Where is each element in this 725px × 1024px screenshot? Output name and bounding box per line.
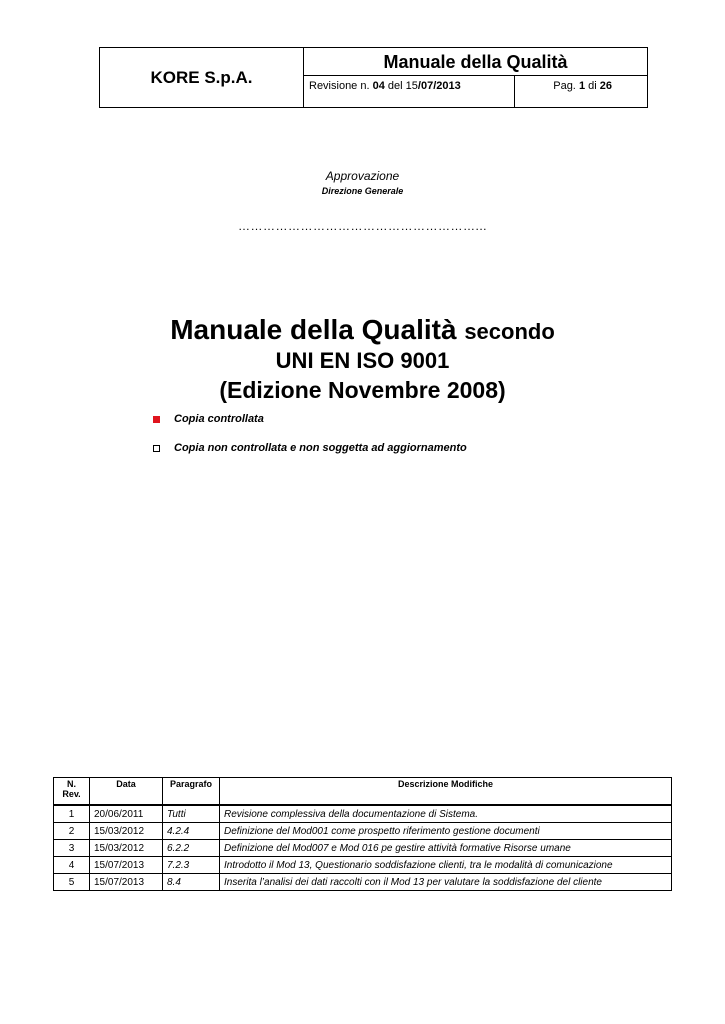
revision-number: 04 xyxy=(372,80,385,92)
empty-square-icon xyxy=(153,445,160,452)
table-row xyxy=(54,874,672,891)
cell-n: 4 xyxy=(54,857,90,874)
revision-date-suffix: /07/2013 xyxy=(417,80,461,92)
table-header-row xyxy=(54,778,672,806)
revision-prefix: Revisione n. xyxy=(309,80,370,92)
checked-square-icon xyxy=(153,416,160,423)
page-current: 1 xyxy=(578,80,586,92)
revision-info xyxy=(304,76,515,107)
header-data: Data xyxy=(90,778,163,806)
table-row xyxy=(54,823,672,840)
table-row xyxy=(54,857,672,874)
main-title-text: Manuale della Qualità xyxy=(170,314,457,345)
cell-descrizione: Inserita l’analisi dei dati raccolti con il Mod 13 per valutare la soddisfazione del cliente xyxy=(220,874,672,891)
cell-paragrafo: Tutti xyxy=(163,805,220,823)
document-header xyxy=(99,47,648,108)
cell-n: 5 xyxy=(54,874,90,891)
revision-table xyxy=(53,777,672,891)
signature-line: …………………………………………………... xyxy=(237,219,487,233)
main-title-secondo: secondo xyxy=(464,319,555,344)
cell-n: 3 xyxy=(54,840,90,857)
cell-n: 2 xyxy=(54,823,90,840)
page-total: 26 xyxy=(599,80,612,92)
revision-date-prefix: del 15 xyxy=(387,80,418,92)
option-controlled[interactable] xyxy=(153,413,264,425)
cell-n: 1 xyxy=(54,805,90,823)
page-sep: di xyxy=(588,80,597,92)
table-row xyxy=(54,805,672,823)
manual-title: Manuale della Qualità xyxy=(304,48,647,76)
cell-data: 15/07/2013 xyxy=(90,874,163,891)
cell-descrizione: Introdotto il Mod 13, Questionario soddisfazione clienti, tra le modalità di comunicazione xyxy=(220,857,672,874)
cell-paragrafo: 7.2.3 xyxy=(163,857,220,874)
option-controlled-label: Copia controllata xyxy=(174,413,264,425)
table-row xyxy=(54,840,672,857)
cell-paragrafo: 6.2.2 xyxy=(163,840,220,857)
cell-paragrafo: 4.2.4 xyxy=(163,823,220,840)
option-uncontrolled[interactable] xyxy=(153,442,467,454)
header-paragrafo: Paragrafo xyxy=(163,778,220,806)
cell-data: 15/03/2012 xyxy=(90,840,163,857)
header-descrizione: Descrizione Modifiche xyxy=(220,778,672,806)
option-uncontrolled-label: Copia non controllata e non soggetta ad aggiornamento xyxy=(174,442,467,454)
company-name: KORE S.p.A. xyxy=(100,48,304,107)
edition-title: (Edizione Novembre 2008) xyxy=(219,377,506,403)
main-title xyxy=(0,314,725,346)
cell-data: 15/03/2012 xyxy=(90,823,163,840)
cell-descrizione: Definizione del Mod001 come prospetto riferimento gestione documenti xyxy=(220,823,672,840)
cell-paragrafo: 8.4 xyxy=(163,874,220,891)
header-n-rev: N. Rev. xyxy=(54,778,90,806)
cell-descrizione: Revisione complessiva della documentazione di Sistema. xyxy=(220,805,672,823)
cell-data: 15/07/2013 xyxy=(90,857,163,874)
cell-descrizione: Definizione del Mod007 e Mod 016 pe gestire attività formative Risorse umane xyxy=(220,840,672,857)
page-info xyxy=(516,76,647,107)
approval-by: Direzione Generale xyxy=(321,186,404,196)
page-prefix: Pag. xyxy=(553,80,576,92)
approval-label: Approvazione xyxy=(325,169,400,183)
standard-title: UNI EN ISO 9001 xyxy=(275,348,450,373)
cell-data: 20/06/2011 xyxy=(90,805,163,823)
